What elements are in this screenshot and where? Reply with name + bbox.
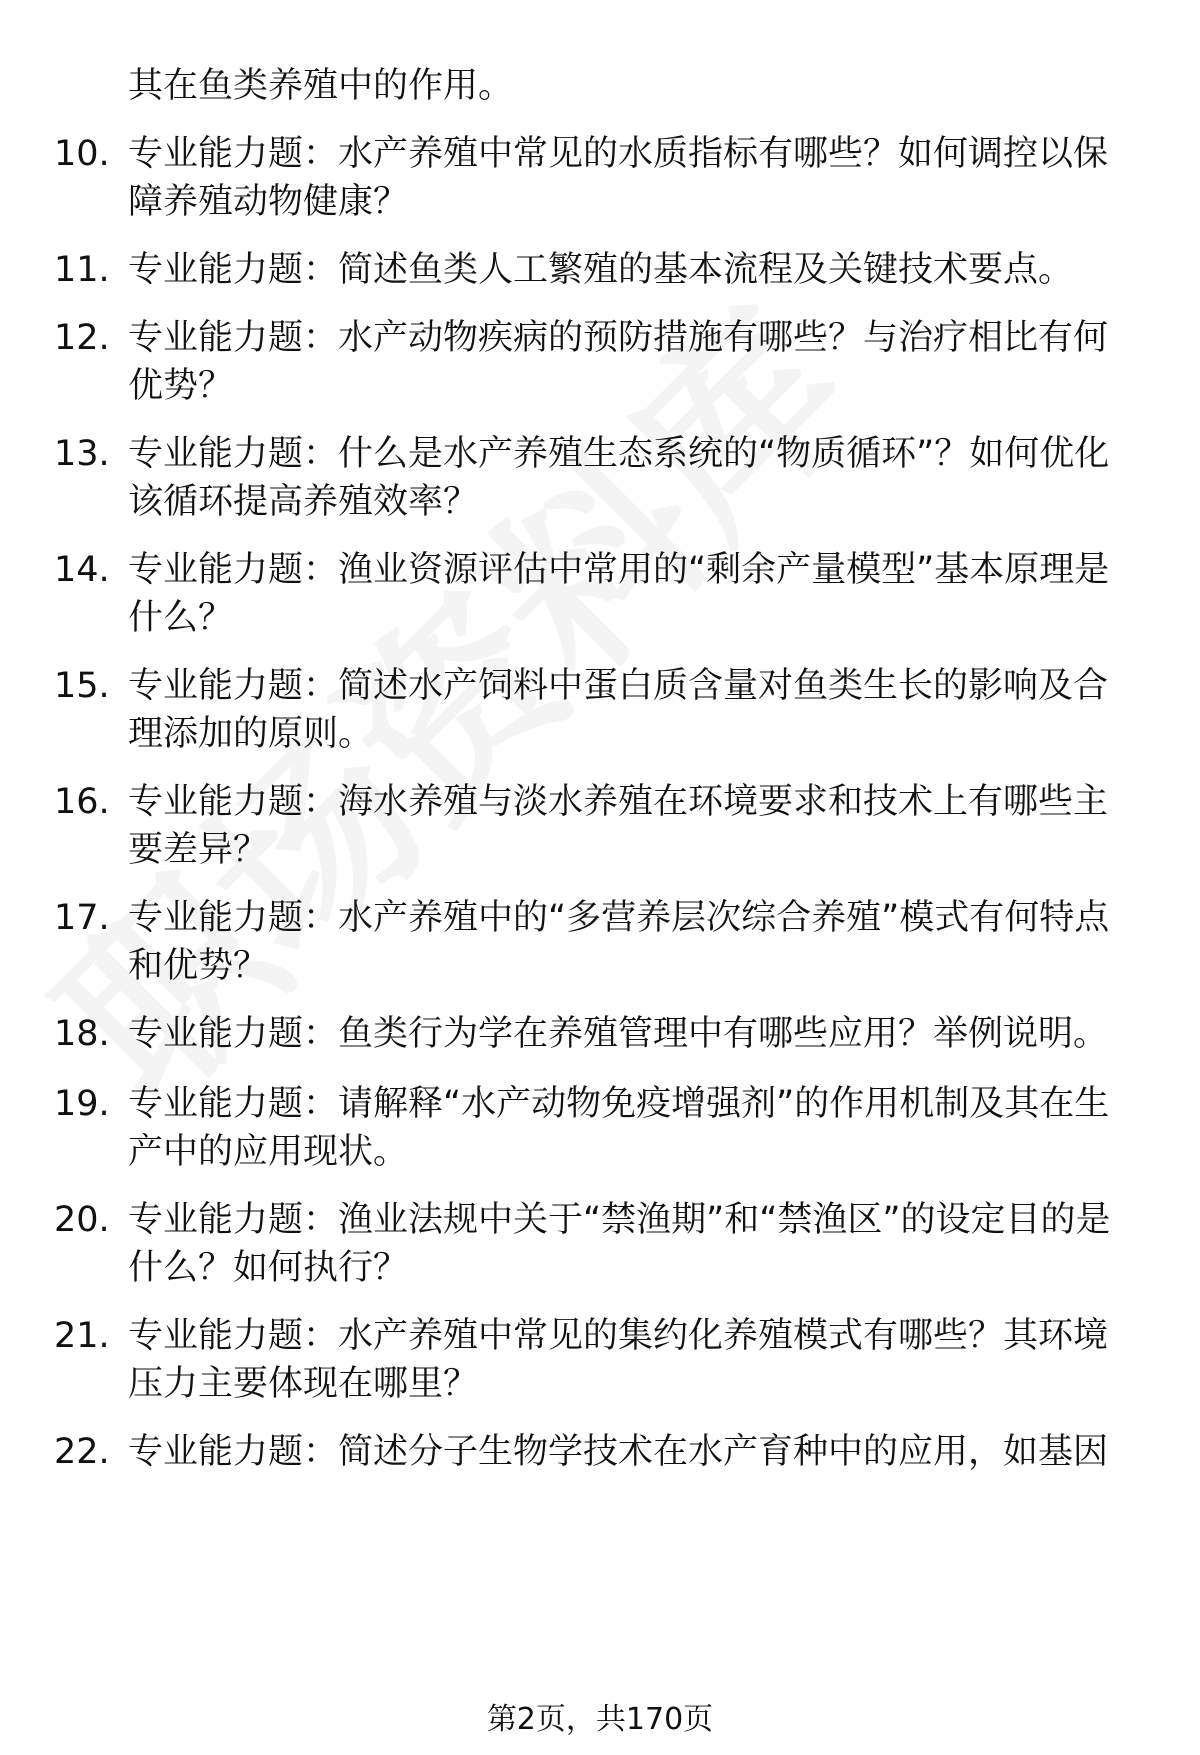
question-number: 19.: [54, 1084, 110, 1124]
question-text: 专业能力题：渔业法规中关于“禁渔期”和“禁渔区”的设定目的是什么？如何执行？: [128, 1200, 1111, 1288]
question-text: 专业能力题：渔业资源评估中常用的“剩余产量模型”基本原理是什么？: [128, 550, 1110, 638]
question-text: 专业能力题：水产动物疾病的预防措施有哪些？与治疗相比有何优势？: [128, 318, 1109, 406]
question-text: 专业能力题：水产养殖中的“多营养层次综合养殖”模式有何特点和优势？: [128, 898, 1110, 986]
question-text: 专业能力题：简述分子生物学技术在水产育种中的应用，如基因: [128, 1432, 1109, 1472]
question-number: 16.: [54, 782, 110, 822]
question-number: 20.: [54, 1200, 110, 1240]
question-text: 专业能力题：鱼类行为学在养殖管理中有哪些应用？举例说明。: [128, 1014, 1109, 1054]
question-number: 11.: [54, 250, 110, 290]
question-text: 专业能力题：什么是水产养殖生态系统的“物质循环”？如何优化该循环提高养殖效率？: [128, 434, 1110, 522]
question-text: 专业能力题：水产养殖中常见的集约化养殖模式有哪些？其环境压力主要体现在哪里？: [128, 1316, 1109, 1404]
question-number: 18.: [54, 1014, 110, 1054]
question-number: 13.: [54, 434, 110, 474]
question-number: 21.: [54, 1316, 110, 1356]
question-text: 专业能力题：海水养殖与淡水养殖在环境要求和技术上有哪些主要差异？: [128, 782, 1109, 870]
question-number: 22.: [54, 1432, 110, 1472]
question-number: 12.: [54, 318, 110, 358]
question-text: 专业能力题：简述水产饲料中蛋白质含量对鱼类生长的影响及合理添加的原则。: [128, 666, 1109, 754]
question-text: 专业能力题：请解释“水产动物免疫增强剂”的作用机制及其在生产中的应用现状。: [128, 1084, 1110, 1172]
question-text: 专业能力题：水产养殖中常见的水质指标有哪些？如何调控以保障养殖动物健康？: [128, 134, 1109, 222]
question-number: 15.: [54, 666, 110, 706]
question-text: 专业能力题：简述鱼类人工繁殖的基本流程及关键技术要点。: [128, 250, 1074, 290]
page-footer: 第2页，共170页: [486, 1702, 714, 1737]
continuation-text: 其在鱼类养殖中的作用。: [128, 66, 514, 106]
question-number: 17.: [54, 898, 110, 938]
question-number: 14.: [54, 550, 110, 590]
question-number: 10.: [54, 134, 110, 174]
